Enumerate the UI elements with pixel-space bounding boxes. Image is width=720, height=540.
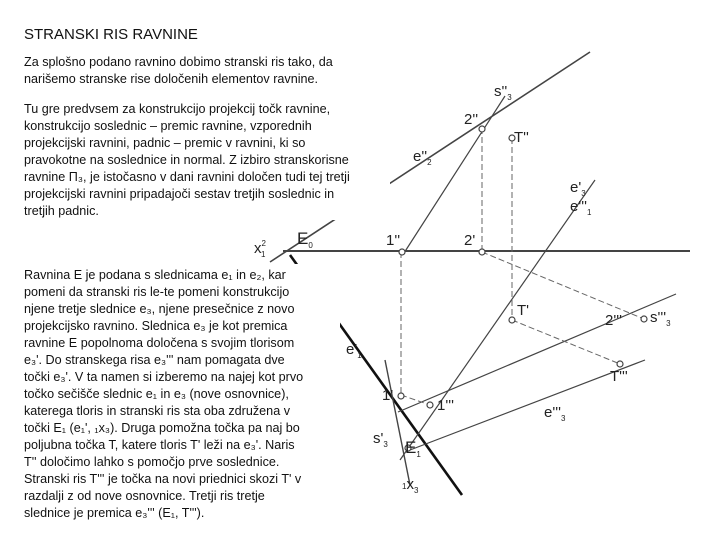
text-line: točko sečišče slednic e₁ in e₃ (nove osnovnice), <box>24 387 289 401</box>
point-1-top <box>398 393 404 399</box>
label-e2-front: $e''_2$ <box>413 148 432 167</box>
label-2-front: 2'' <box>464 111 479 128</box>
label-x12: $x^2$ 1 <box>254 239 266 259</box>
page-title: STRANSKI RIS RAVNINE <box>24 26 198 43</box>
intro-paragraph <box>24 54 333 88</box>
text-line: točki e₃'. V ta namen si izberemo na najej kot prvo <box>24 370 304 384</box>
point-T-side <box>617 361 623 367</box>
point-1-side <box>427 402 433 408</box>
text-line: projekcijski ravnini, padnic – premic v ravnini, ki so <box>24 136 306 150</box>
text-line: ravnine Π₃, je istočasno v dani ravnini določen tudi tej tretji <box>24 170 350 184</box>
text-line: Stranski ris T''' je točka na novi priednici skozi T' v <box>24 472 302 486</box>
label-E1: $E_1$ <box>405 438 421 459</box>
line-s3-top <box>398 294 676 412</box>
text-line: njene tretje slednice e₃, njene presečnice z novo <box>24 302 295 316</box>
label-e1-top: $e'_1$ <box>346 341 362 360</box>
text-line: pomeni da stranski ris le-te pomeni konstrukcijo <box>24 285 290 299</box>
text-line: ravnine E popolnoma določena s svojim tlorisom <box>24 336 295 350</box>
label-s3-top: $s'_3$ <box>373 430 388 449</box>
text-line: Tu gre predvsem za konstrukcijo projekcij točk ravnine, <box>24 102 331 116</box>
label-s3-front: $s''_3$ <box>494 83 512 102</box>
label-1-side: 1''' <box>437 397 454 414</box>
point-1-front <box>399 249 405 255</box>
axis-x13 <box>385 360 410 485</box>
plane-E-paragraph <box>24 267 303 522</box>
text-line: narišemo stranske rise določenih elementov ravnine. <box>24 72 319 86</box>
text-line: tretjih padnic. <box>24 204 99 218</box>
label-s3-side: $s'''_3$ <box>650 309 671 328</box>
text-line: slednice je premica e₃''' (E₁, T'''). <box>24 506 205 520</box>
label-e1-side: $e'''_1$ <box>570 198 592 217</box>
text-line: projekcijski ravnini pripadajoči sestav tretjih soslednic in <box>24 187 335 201</box>
proj-2-diagonal <box>482 252 644 319</box>
point-2-top <box>479 249 485 255</box>
text-line: Za splošno podano ravnino dobimo stranski ris tako, da <box>24 55 333 69</box>
text-line: poljubna točka T, katere tloris T' leži na e₃'. Naris <box>24 438 295 452</box>
label-e3-top: $e'_3$ <box>570 179 586 198</box>
point-T-top <box>509 317 515 323</box>
point-2-side <box>641 316 647 322</box>
label-1-top: 1' <box>382 387 394 404</box>
label-T-front: T'' <box>514 129 529 146</box>
label-e3-side: $e'''_3$ <box>544 404 566 423</box>
label-2-top: 2' <box>464 232 476 249</box>
text-line: razdalji z od nove osnovnice. Tretji ris tretje <box>24 489 265 503</box>
label-T-top: T' <box>517 302 530 319</box>
point-2-front <box>479 126 485 132</box>
text-line: katerega tloris in stranski ris sta oba združena v <box>24 404 290 418</box>
label-2-side: 2''' <box>605 312 622 329</box>
label-T-side: T''' <box>610 368 628 385</box>
line-e3-top <box>400 180 595 460</box>
text-line: konstrukcijo soslednic – premic ravnine, vzporednih <box>24 119 312 133</box>
text-line: e₃'. Do stranskega risa e₃''' nam pomagata dve <box>24 353 285 367</box>
label-E0: $E_0$ <box>297 229 313 250</box>
proj-T-diagonal <box>512 320 620 364</box>
construction-paragraph <box>24 101 350 220</box>
text-line: pravokotne na soslednice in normal. Z izbiro stranskorisne <box>24 153 349 167</box>
text-line: projekcijsko ravnino. Slednica e₃ je kot premica <box>24 319 288 333</box>
label-x13: $1x_3$ <box>402 476 419 495</box>
label-1-front: 1'' <box>386 232 401 249</box>
text-line: točki E₁ (e₁', ₁x₃). Druga pomožna točka pa naj bo <box>24 421 300 435</box>
text-line: T'' določimo lahko s pomočjo prve soslednice. <box>24 455 280 469</box>
text-line: Ravnina E je podana s slednicama e₁ in e₂, kar <box>24 268 286 282</box>
line-s3-front <box>404 96 505 253</box>
